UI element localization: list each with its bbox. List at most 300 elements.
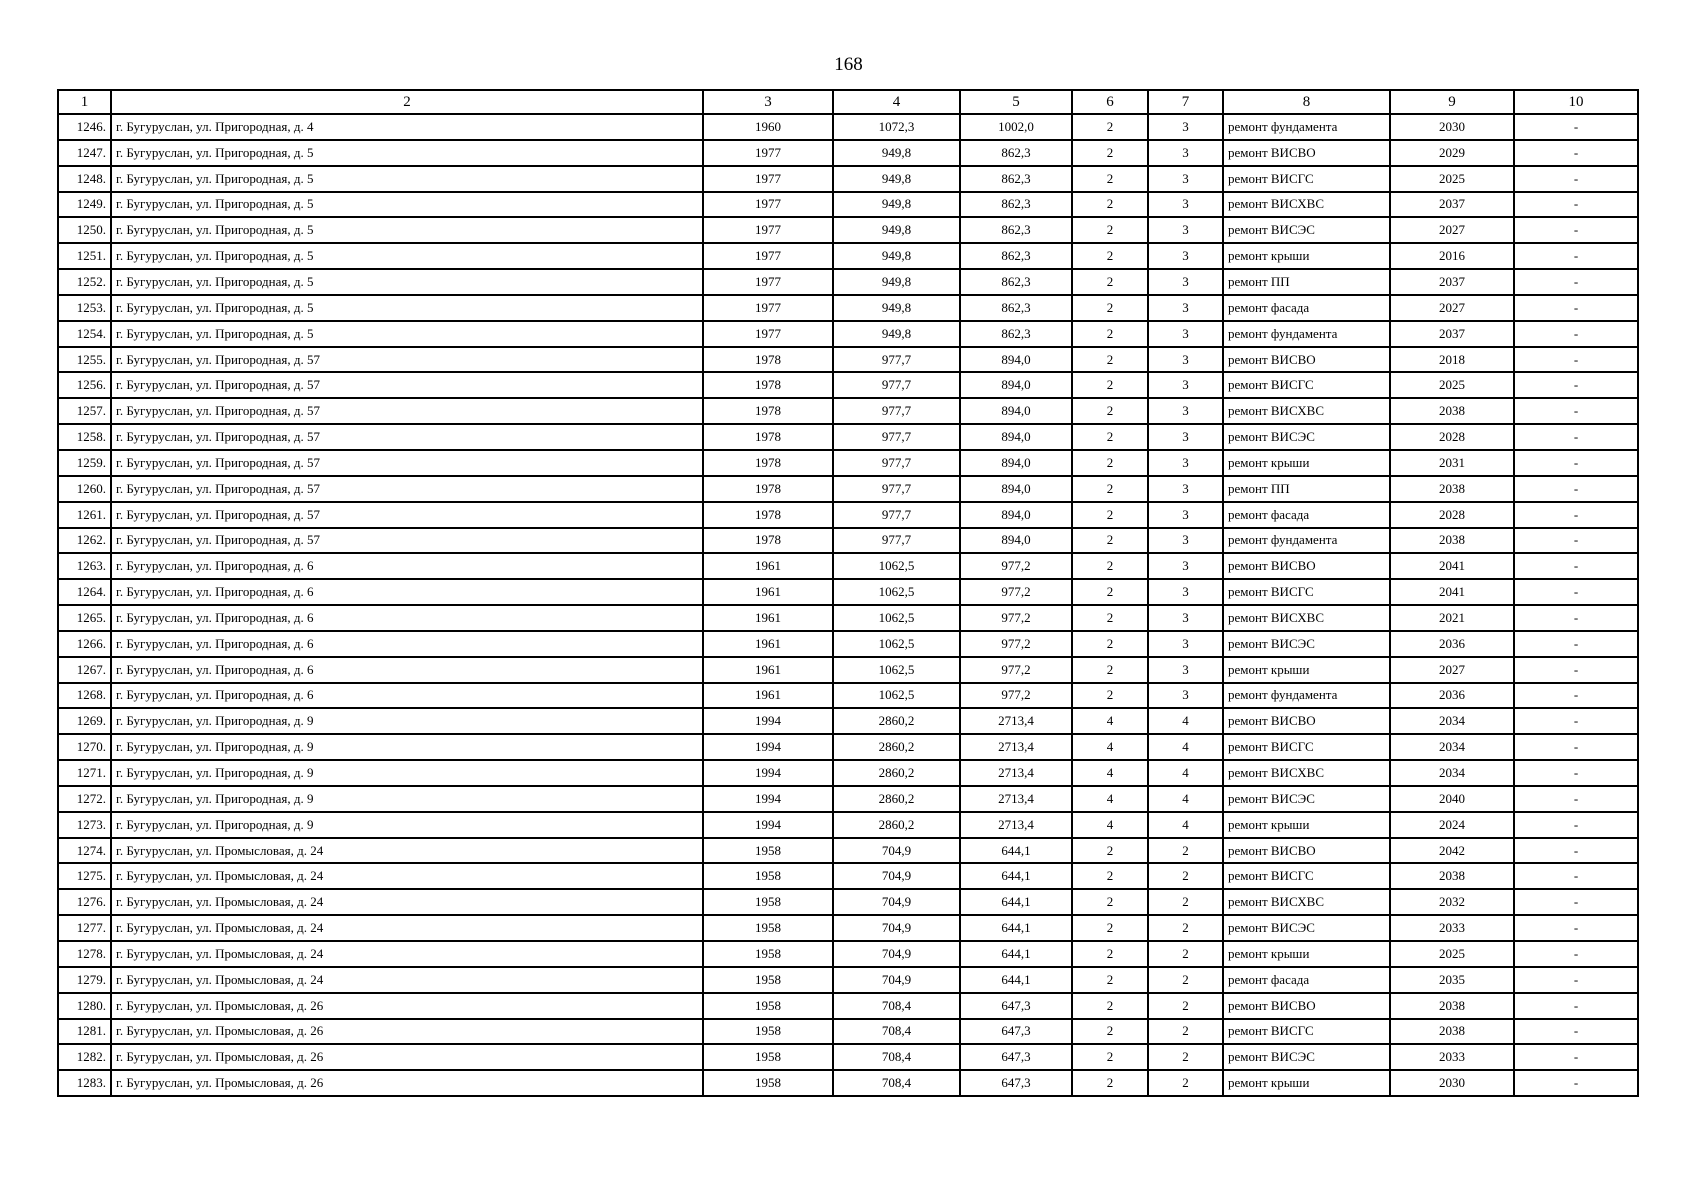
- living-area-cell: 647,3: [960, 993, 1072, 1019]
- planned-year-cell: 2016: [1390, 243, 1514, 269]
- address-cell: г. Бугуруслан, ул. Пригородная, д. 6: [111, 605, 703, 631]
- col6-cell: 4: [1072, 760, 1148, 786]
- planned-year-cell: 2038: [1390, 1019, 1514, 1045]
- build-year-cell: 1960: [703, 114, 833, 140]
- table-row: [58, 786, 1638, 812]
- work-type-cell: ремонт крыши: [1223, 941, 1390, 967]
- work-type-cell: ремонт ВИСХВС: [1223, 760, 1390, 786]
- total-area-cell: 949,8: [833, 217, 960, 243]
- living-area-cell: 977,2: [960, 553, 1072, 579]
- living-area-cell: 644,1: [960, 941, 1072, 967]
- col6-cell: 2: [1072, 243, 1148, 269]
- col6-cell: 2: [1072, 889, 1148, 915]
- work-type-cell: ремонт ВИСХВС: [1223, 192, 1390, 218]
- address-cell: г. Бугуруслан, ул. Пригородная, д. 57: [111, 450, 703, 476]
- living-area-cell: 647,3: [960, 1019, 1072, 1045]
- col7-cell: 3: [1148, 631, 1223, 657]
- build-year-cell: 1978: [703, 528, 833, 554]
- work-type-cell: ремонт фундамента: [1223, 321, 1390, 347]
- table-row: [58, 192, 1638, 218]
- col6-cell: 2: [1072, 993, 1148, 1019]
- col7-cell: 3: [1148, 140, 1223, 166]
- col6-cell: 2: [1072, 657, 1148, 683]
- work-type-cell: ремонт ВИСЭС: [1223, 1044, 1390, 1070]
- address-cell: г. Бугуруслан, ул. Пригородная, д. 6: [111, 631, 703, 657]
- col6-cell: 2: [1072, 1044, 1148, 1070]
- living-area-cell: 862,3: [960, 321, 1072, 347]
- col7-cell: 3: [1148, 476, 1223, 502]
- living-area-cell: 862,3: [960, 166, 1072, 192]
- build-year-cell: 1958: [703, 941, 833, 967]
- planned-year-cell: 2024: [1390, 812, 1514, 838]
- total-area-cell: 949,8: [833, 192, 960, 218]
- col6-cell: 2: [1072, 863, 1148, 889]
- column-header: 6: [1072, 90, 1148, 114]
- planned-year-cell: 2025: [1390, 372, 1514, 398]
- col7-cell: 3: [1148, 553, 1223, 579]
- col10-cell: -: [1514, 631, 1638, 657]
- col10-cell: -: [1514, 502, 1638, 528]
- col10-cell: -: [1514, 192, 1638, 218]
- row-number-cell: 1253.: [58, 295, 111, 321]
- work-type-cell: ремонт крыши: [1223, 450, 1390, 476]
- col7-cell: 2: [1148, 967, 1223, 993]
- col10-cell: -: [1514, 553, 1638, 579]
- col7-cell: 3: [1148, 579, 1223, 605]
- row-number-cell: 1257.: [58, 398, 111, 424]
- build-year-cell: 1977: [703, 243, 833, 269]
- planned-year-cell: 2037: [1390, 192, 1514, 218]
- living-area-cell: 894,0: [960, 476, 1072, 502]
- living-area-cell: 644,1: [960, 915, 1072, 941]
- work-type-cell: ремонт ВИСВО: [1223, 553, 1390, 579]
- planned-year-cell: 2034: [1390, 760, 1514, 786]
- planned-year-cell: 2035: [1390, 967, 1514, 993]
- col6-cell: 4: [1072, 786, 1148, 812]
- work-type-cell: ремонт фасада: [1223, 502, 1390, 528]
- planned-year-cell: 2029: [1390, 140, 1514, 166]
- planned-year-cell: 2027: [1390, 657, 1514, 683]
- row-number-cell: 1264.: [58, 579, 111, 605]
- total-area-cell: 1062,5: [833, 657, 960, 683]
- col7-cell: 3: [1148, 372, 1223, 398]
- total-area-cell: 704,9: [833, 967, 960, 993]
- work-type-cell: ремонт ВИСЭС: [1223, 424, 1390, 450]
- total-area-cell: 949,8: [833, 166, 960, 192]
- row-number-cell: 1246.: [58, 114, 111, 140]
- build-year-cell: 1977: [703, 166, 833, 192]
- row-number-cell: 1283.: [58, 1070, 111, 1096]
- col6-cell: 2: [1072, 347, 1148, 373]
- address-cell: г. Бугуруслан, ул. Пригородная, д. 5: [111, 217, 703, 243]
- total-area-cell: 704,9: [833, 941, 960, 967]
- col10-cell: -: [1514, 372, 1638, 398]
- row-number-cell: 1271.: [58, 760, 111, 786]
- row-number-cell: 1248.: [58, 166, 111, 192]
- total-area-cell: 977,7: [833, 502, 960, 528]
- row-number-cell: 1274.: [58, 838, 111, 864]
- table-row: [58, 321, 1638, 347]
- address-cell: г. Бугуруслан, ул. Пригородная, д. 4: [111, 114, 703, 140]
- work-type-cell: ремонт фундамента: [1223, 683, 1390, 709]
- living-area-cell: 894,0: [960, 398, 1072, 424]
- row-number-cell: 1280.: [58, 993, 111, 1019]
- table-row: [58, 579, 1638, 605]
- row-number-cell: 1266.: [58, 631, 111, 657]
- row-number-cell: 1269.: [58, 708, 111, 734]
- planned-year-cell: 2034: [1390, 708, 1514, 734]
- table-row: [58, 915, 1638, 941]
- living-area-cell: 894,0: [960, 450, 1072, 476]
- col7-cell: 2: [1148, 993, 1223, 1019]
- work-type-cell: ремонт ВИСВО: [1223, 838, 1390, 864]
- row-number-cell: 1256.: [58, 372, 111, 398]
- planned-year-cell: 2037: [1390, 321, 1514, 347]
- row-number-cell: 1255.: [58, 347, 111, 373]
- work-type-cell: ремонт ВИСХВС: [1223, 889, 1390, 915]
- col6-cell: 2: [1072, 114, 1148, 140]
- total-area-cell: 977,7: [833, 372, 960, 398]
- col10-cell: -: [1514, 166, 1638, 192]
- header-row: [58, 90, 1638, 114]
- address-cell: г. Бугуруслан, ул. Пригородная, д. 6: [111, 553, 703, 579]
- col6-cell: 2: [1072, 166, 1148, 192]
- work-type-cell: ремонт ВИСГС: [1223, 372, 1390, 398]
- work-type-cell: ремонт фундамента: [1223, 528, 1390, 554]
- col7-cell: 2: [1148, 1044, 1223, 1070]
- work-type-cell: ремонт крыши: [1223, 812, 1390, 838]
- col6-cell: 4: [1072, 734, 1148, 760]
- col10-cell: -: [1514, 450, 1638, 476]
- row-number-cell: 1282.: [58, 1044, 111, 1070]
- total-area-cell: 704,9: [833, 838, 960, 864]
- col6-cell: 2: [1072, 424, 1148, 450]
- planned-year-cell: 2036: [1390, 683, 1514, 709]
- table-row: [58, 734, 1638, 760]
- work-type-cell: ремонт ВИСВО: [1223, 140, 1390, 166]
- build-year-cell: 1958: [703, 915, 833, 941]
- col6-cell: 2: [1072, 217, 1148, 243]
- address-cell: г. Бугуруслан, ул. Промысловая, д. 24: [111, 863, 703, 889]
- row-number-cell: 1277.: [58, 915, 111, 941]
- living-area-cell: 644,1: [960, 967, 1072, 993]
- build-year-cell: 1994: [703, 812, 833, 838]
- col6-cell: 2: [1072, 192, 1148, 218]
- living-area-cell: 894,0: [960, 424, 1072, 450]
- col7-cell: 2: [1148, 838, 1223, 864]
- work-type-cell: ремонт фасада: [1223, 967, 1390, 993]
- living-area-cell: 647,3: [960, 1044, 1072, 1070]
- col7-cell: 2: [1148, 889, 1223, 915]
- address-cell: г. Бугуруслан, ул. Пригородная, д. 9: [111, 812, 703, 838]
- col6-cell: 2: [1072, 631, 1148, 657]
- total-area-cell: 977,7: [833, 476, 960, 502]
- row-number-cell: 1267.: [58, 657, 111, 683]
- col6-cell: 2: [1072, 941, 1148, 967]
- total-area-cell: 704,9: [833, 889, 960, 915]
- work-type-cell: ремонт ВИСГС: [1223, 734, 1390, 760]
- col10-cell: -: [1514, 269, 1638, 295]
- col10-cell: -: [1514, 424, 1638, 450]
- build-year-cell: 1958: [703, 967, 833, 993]
- planned-year-cell: 2038: [1390, 528, 1514, 554]
- row-number-cell: 1262.: [58, 528, 111, 554]
- living-area-cell: 2713,4: [960, 760, 1072, 786]
- planned-year-cell: 2032: [1390, 889, 1514, 915]
- col6-cell: 2: [1072, 269, 1148, 295]
- col7-cell: 4: [1148, 812, 1223, 838]
- work-type-cell: ремонт ВИСХВС: [1223, 398, 1390, 424]
- total-area-cell: 704,9: [833, 915, 960, 941]
- work-type-cell: ремонт ВИСЭС: [1223, 217, 1390, 243]
- table-row: [58, 967, 1638, 993]
- col7-cell: 3: [1148, 450, 1223, 476]
- living-area-cell: 644,1: [960, 838, 1072, 864]
- col10-cell: -: [1514, 889, 1638, 915]
- table-row: [58, 347, 1638, 373]
- col6-cell: 2: [1072, 295, 1148, 321]
- table-row: [58, 114, 1638, 140]
- col6-cell: 2: [1072, 321, 1148, 347]
- col10-cell: -: [1514, 941, 1638, 967]
- work-type-cell: ремонт ВИСГС: [1223, 1019, 1390, 1045]
- build-year-cell: 1961: [703, 579, 833, 605]
- address-cell: г. Бугуруслан, ул. Пригородная, д. 6: [111, 683, 703, 709]
- build-year-cell: 1994: [703, 734, 833, 760]
- address-cell: г. Бугуруслан, ул. Пригородная, д. 57: [111, 398, 703, 424]
- address-cell: г. Бугуруслан, ул. Пригородная, д. 5: [111, 166, 703, 192]
- table-row: [58, 476, 1638, 502]
- row-number-cell: 1252.: [58, 269, 111, 295]
- col7-cell: 4: [1148, 760, 1223, 786]
- build-year-cell: 1977: [703, 269, 833, 295]
- work-type-cell: ремонт ПП: [1223, 269, 1390, 295]
- row-number-cell: 1251.: [58, 243, 111, 269]
- living-area-cell: 862,3: [960, 140, 1072, 166]
- address-cell: г. Бугуруслан, ул. Промысловая, д. 26: [111, 1070, 703, 1096]
- total-area-cell: 1062,5: [833, 553, 960, 579]
- total-area-cell: 708,4: [833, 1070, 960, 1096]
- col6-cell: 2: [1072, 398, 1148, 424]
- planned-year-cell: 2021: [1390, 605, 1514, 631]
- col6-cell: 2: [1072, 476, 1148, 502]
- row-number-cell: 1276.: [58, 889, 111, 915]
- col7-cell: 3: [1148, 657, 1223, 683]
- planned-year-cell: 2025: [1390, 941, 1514, 967]
- work-type-cell: ремонт ВИСВО: [1223, 993, 1390, 1019]
- table-row: [58, 295, 1638, 321]
- build-year-cell: 1978: [703, 424, 833, 450]
- col10-cell: -: [1514, 114, 1638, 140]
- col7-cell: 3: [1148, 321, 1223, 347]
- planned-year-cell: 2038: [1390, 398, 1514, 424]
- living-area-cell: 977,2: [960, 579, 1072, 605]
- table-row: [58, 1019, 1638, 1045]
- planned-year-cell: 2030: [1390, 1070, 1514, 1096]
- planned-year-cell: 2038: [1390, 993, 1514, 1019]
- column-header: 7: [1148, 90, 1223, 114]
- table-row: [58, 450, 1638, 476]
- row-number-cell: 1270.: [58, 734, 111, 760]
- total-area-cell: 977,7: [833, 347, 960, 373]
- col6-cell: 2: [1072, 605, 1148, 631]
- total-area-cell: 708,4: [833, 993, 960, 1019]
- living-area-cell: 977,2: [960, 605, 1072, 631]
- total-area-cell: 2860,2: [833, 812, 960, 838]
- total-area-cell: 1062,5: [833, 605, 960, 631]
- row-number-cell: 1249.: [58, 192, 111, 218]
- total-area-cell: 977,7: [833, 398, 960, 424]
- col6-cell: 2: [1072, 1019, 1148, 1045]
- column-header: 5: [960, 90, 1072, 114]
- col7-cell: 3: [1148, 192, 1223, 218]
- build-year-cell: 1977: [703, 295, 833, 321]
- row-number-cell: 1261.: [58, 502, 111, 528]
- col7-cell: 3: [1148, 683, 1223, 709]
- total-area-cell: 1062,5: [833, 683, 960, 709]
- col7-cell: 3: [1148, 269, 1223, 295]
- build-year-cell: 1958: [703, 838, 833, 864]
- col7-cell: 2: [1148, 915, 1223, 941]
- table-row: [58, 269, 1638, 295]
- col7-cell: 2: [1148, 1019, 1223, 1045]
- living-area-cell: 2713,4: [960, 734, 1072, 760]
- build-year-cell: 1994: [703, 760, 833, 786]
- table-row: [58, 140, 1638, 166]
- living-area-cell: 862,3: [960, 192, 1072, 218]
- col10-cell: -: [1514, 812, 1638, 838]
- address-cell: г. Бугуруслан, ул. Пригородная, д. 6: [111, 579, 703, 605]
- table-row: [58, 838, 1638, 864]
- table-row: [58, 553, 1638, 579]
- address-cell: г. Бугуруслан, ул. Промысловая, д. 24: [111, 838, 703, 864]
- planned-year-cell: 2036: [1390, 631, 1514, 657]
- col6-cell: 2: [1072, 915, 1148, 941]
- row-number-cell: 1273.: [58, 812, 111, 838]
- total-area-cell: 949,8: [833, 295, 960, 321]
- row-number-cell: 1260.: [58, 476, 111, 502]
- address-cell: г. Бугуруслан, ул. Промысловая, д. 26: [111, 993, 703, 1019]
- col7-cell: 2: [1148, 941, 1223, 967]
- row-number-cell: 1279.: [58, 967, 111, 993]
- table-row: [58, 528, 1638, 554]
- col10-cell: -: [1514, 786, 1638, 812]
- address-cell: г. Бугуруслан, ул. Пригородная, д. 9: [111, 734, 703, 760]
- col6-cell: 2: [1072, 683, 1148, 709]
- col10-cell: -: [1514, 1044, 1638, 1070]
- col10-cell: -: [1514, 398, 1638, 424]
- living-area-cell: 2713,4: [960, 812, 1072, 838]
- address-cell: г. Бугуруслан, ул. Пригородная, д. 5: [111, 321, 703, 347]
- col10-cell: -: [1514, 476, 1638, 502]
- col10-cell: -: [1514, 760, 1638, 786]
- table-row: [58, 683, 1638, 709]
- build-year-cell: 1978: [703, 450, 833, 476]
- total-area-cell: 1062,5: [833, 631, 960, 657]
- address-cell: г. Бугуруслан, ул. Пригородная, д. 5: [111, 192, 703, 218]
- work-type-cell: ремонт ВИСВО: [1223, 347, 1390, 373]
- col10-cell: -: [1514, 243, 1638, 269]
- build-year-cell: 1958: [703, 993, 833, 1019]
- col6-cell: 2: [1072, 579, 1148, 605]
- table-row: [58, 889, 1638, 915]
- col10-cell: -: [1514, 683, 1638, 709]
- col10-cell: -: [1514, 915, 1638, 941]
- row-number-cell: 1254.: [58, 321, 111, 347]
- planned-year-cell: 2041: [1390, 553, 1514, 579]
- work-type-cell: ремонт ВИСЭС: [1223, 786, 1390, 812]
- total-area-cell: 708,4: [833, 1019, 960, 1045]
- planned-year-cell: 2034: [1390, 734, 1514, 760]
- col10-cell: -: [1514, 605, 1638, 631]
- planned-year-cell: 2028: [1390, 424, 1514, 450]
- planned-year-cell: 2037: [1390, 269, 1514, 295]
- col6-cell: 2: [1072, 1070, 1148, 1096]
- col10-cell: -: [1514, 528, 1638, 554]
- living-area-cell: 862,3: [960, 295, 1072, 321]
- table-row: [58, 398, 1638, 424]
- planned-year-cell: 2038: [1390, 863, 1514, 889]
- build-year-cell: 1961: [703, 605, 833, 631]
- work-type-cell: ремонт фасада: [1223, 295, 1390, 321]
- address-cell: г. Бугуруслан, ул. Промысловая, д. 24: [111, 915, 703, 941]
- col10-cell: -: [1514, 708, 1638, 734]
- work-type-cell: ремонт ВИСГС: [1223, 579, 1390, 605]
- living-area-cell: 894,0: [960, 372, 1072, 398]
- col7-cell: 3: [1148, 217, 1223, 243]
- living-area-cell: 2713,4: [960, 708, 1072, 734]
- col10-cell: -: [1514, 1019, 1638, 1045]
- row-number-cell: 1268.: [58, 683, 111, 709]
- total-area-cell: 2860,2: [833, 786, 960, 812]
- col10-cell: -: [1514, 347, 1638, 373]
- planned-year-cell: 2018: [1390, 347, 1514, 373]
- table-row: [58, 760, 1638, 786]
- address-cell: г. Бугуруслан, ул. Пригородная, д. 9: [111, 760, 703, 786]
- planned-year-cell: 2025: [1390, 166, 1514, 192]
- build-year-cell: 1961: [703, 631, 833, 657]
- col7-cell: 4: [1148, 786, 1223, 812]
- address-cell: г. Бугуруслан, ул. Промысловая, д. 24: [111, 941, 703, 967]
- living-area-cell: 2713,4: [960, 786, 1072, 812]
- col7-cell: 3: [1148, 243, 1223, 269]
- build-year-cell: 1958: [703, 863, 833, 889]
- row-number-cell: 1278.: [58, 941, 111, 967]
- col10-cell: -: [1514, 321, 1638, 347]
- table-row: [58, 993, 1638, 1019]
- living-area-cell: 647,3: [960, 1070, 1072, 1096]
- planned-year-cell: 2033: [1390, 1044, 1514, 1070]
- table-row: [58, 424, 1638, 450]
- col10-cell: -: [1514, 657, 1638, 683]
- row-number-cell: 1258.: [58, 424, 111, 450]
- address-cell: г. Бугуруслан, ул. Пригородная, д. 5: [111, 295, 703, 321]
- col7-cell: 3: [1148, 398, 1223, 424]
- total-area-cell: 704,9: [833, 863, 960, 889]
- living-area-cell: 1002,0: [960, 114, 1072, 140]
- col10-cell: -: [1514, 838, 1638, 864]
- row-number-cell: 1272.: [58, 786, 111, 812]
- build-year-cell: 1978: [703, 502, 833, 528]
- column-header: 4: [833, 90, 960, 114]
- build-year-cell: 1977: [703, 192, 833, 218]
- table-row: [58, 217, 1638, 243]
- total-area-cell: 1072,3: [833, 114, 960, 140]
- table-row: [58, 1070, 1638, 1096]
- col6-cell: 2: [1072, 502, 1148, 528]
- planned-year-cell: 2028: [1390, 502, 1514, 528]
- build-year-cell: 1978: [703, 347, 833, 373]
